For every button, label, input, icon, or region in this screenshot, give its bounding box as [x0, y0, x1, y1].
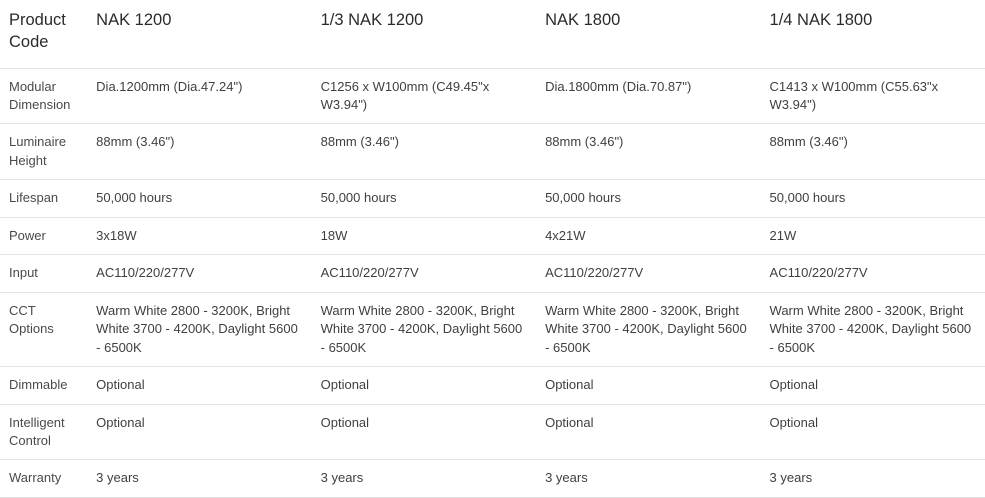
cell-input-nak-1800: AC110/220/277V	[536, 255, 760, 292]
cell-intelligent-control-third-nak-1200: Optional	[312, 404, 536, 460]
cell-cct-options-nak-1200: Warm White 2800 - 3200K, Bright White 3700 - 4200K, Daylight 5600 - 6500K	[87, 292, 311, 366]
cell-intelligent-control-nak-1200: Optional	[87, 404, 311, 460]
table-row	[0, 404, 985, 460]
table-row	[0, 292, 985, 366]
cell-modular-dimension-quarter-nak-1800: C1413 x W100mm (C55.63"x W3.94")	[761, 68, 985, 124]
column-header-nak-1800: NAK 1800	[536, 0, 760, 68]
row-label-luminaire-height: Luminaire Height	[0, 124, 87, 180]
table-row	[0, 367, 985, 404]
cell-luminaire-height-nak-1200: 88mm (3.46")	[87, 124, 311, 180]
cell-luminaire-height-quarter-nak-1800: 88mm (3.46")	[761, 124, 985, 180]
cell-power-quarter-nak-1800: 21W	[761, 217, 985, 254]
cell-power-nak-1800: 4x21W	[536, 217, 760, 254]
cell-input-third-nak-1200: AC110/220/277V	[312, 255, 536, 292]
row-label-lifespan: Lifespan	[0, 180, 87, 217]
cell-intelligent-control-nak-1800: Optional	[536, 404, 760, 460]
column-header-quarter-nak-1800: 1/4 NAK 1800	[761, 0, 985, 68]
cell-intelligent-control-quarter-nak-1800: Optional	[761, 404, 985, 460]
row-label-cct-options: CCT Options	[0, 292, 87, 366]
table-row	[0, 180, 985, 217]
cell-dimmable-nak-1200: Optional	[87, 367, 311, 404]
row-label-dimmable: Dimmable	[0, 367, 87, 404]
cell-power-nak-1200: 3x18W	[87, 217, 311, 254]
cell-modular-dimension-nak-1200: Dia.1200mm (Dia.47.24")	[87, 68, 311, 124]
cell-warranty-nak-1800: 3 years	[536, 460, 760, 497]
table-row	[0, 217, 985, 254]
cell-lifespan-third-nak-1200: 50,000 hours	[312, 180, 536, 217]
cell-luminaire-height-third-nak-1200: 88mm (3.46")	[312, 124, 536, 180]
cell-warranty-nak-1200: 3 years	[87, 460, 311, 497]
table-row	[0, 255, 985, 292]
cell-cct-options-quarter-nak-1800: Warm White 2800 - 3200K, Bright White 3700 - 4200K, Daylight 5600 - 6500K	[761, 292, 985, 366]
cell-luminaire-height-nak-1800: 88mm (3.46")	[536, 124, 760, 180]
cell-input-nak-1200: AC110/220/277V	[87, 255, 311, 292]
cell-cct-options-third-nak-1200: Warm White 2800 - 3200K, Bright White 3700 - 4200K, Daylight 5600 - 6500K	[312, 292, 536, 366]
column-header-product-code: Product Code	[0, 0, 87, 68]
cell-dimmable-third-nak-1200: Optional	[312, 367, 536, 404]
cell-lifespan-nak-1800: 50,000 hours	[536, 180, 760, 217]
row-label-intelligent-control: Intelligent Control	[0, 404, 87, 460]
table-row	[0, 460, 985, 497]
row-label-input: Input	[0, 255, 87, 292]
row-label-warranty: Warranty	[0, 460, 87, 497]
row-label-power: Power	[0, 217, 87, 254]
cell-lifespan-quarter-nak-1800: 50,000 hours	[761, 180, 985, 217]
table-row	[0, 124, 985, 180]
cell-dimmable-nak-1800: Optional	[536, 367, 760, 404]
cell-modular-dimension-third-nak-1200: C1256 x W100mm (C49.45"x W3.94")	[312, 68, 536, 124]
table-row	[0, 68, 985, 124]
column-header-third-nak-1200: 1/3 NAK 1200	[312, 0, 536, 68]
table-header-row	[0, 0, 985, 68]
cell-power-third-nak-1200: 18W	[312, 217, 536, 254]
cell-cct-options-nak-1800: Warm White 2800 - 3200K, Bright White 3700 - 4200K, Daylight 5600 - 6500K	[536, 292, 760, 366]
cell-warranty-quarter-nak-1800: 3 years	[761, 460, 985, 497]
cell-dimmable-quarter-nak-1800: Optional	[761, 367, 985, 404]
cell-warranty-third-nak-1200: 3 years	[312, 460, 536, 497]
cell-input-quarter-nak-1800: AC110/220/277V	[761, 255, 985, 292]
cell-modular-dimension-nak-1800: Dia.1800mm (Dia.70.87")	[536, 68, 760, 124]
cell-lifespan-nak-1200: 50,000 hours	[87, 180, 311, 217]
row-label-modular-dimension: Modular Dimension	[0, 68, 87, 124]
column-header-nak-1200: NAK 1200	[87, 0, 311, 68]
